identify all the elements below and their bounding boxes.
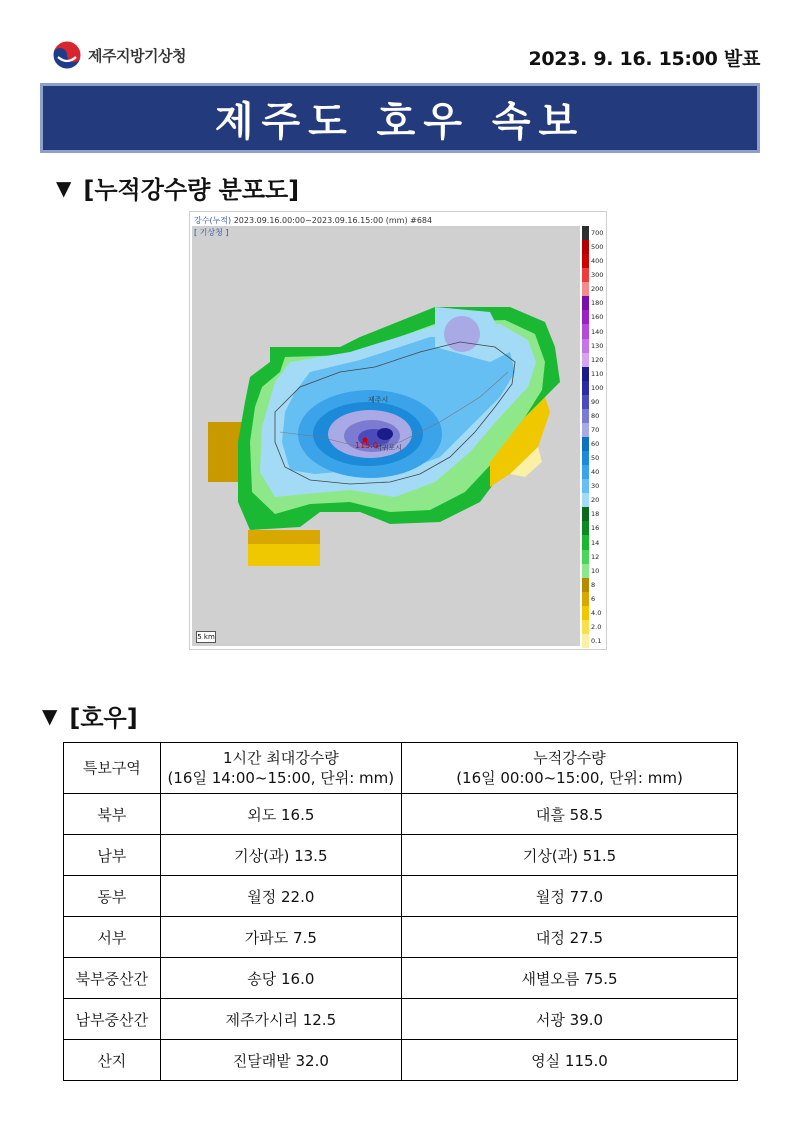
legend-label: 0.1: [591, 636, 602, 645]
cell-hourly-max: 가파도 7.5: [160, 917, 401, 958]
legend-swatch: [582, 268, 589, 283]
map-graphic: [190, 212, 606, 649]
header-accumulated-title: 누적강수량: [533, 749, 606, 767]
org-name: 제주지방기상청: [88, 46, 186, 65]
header-hourly-max-title: 1시간 최대강수량: [222, 749, 339, 767]
issue-time: 2023. 9. 16. 15:00 발표: [528, 48, 760, 70]
page-header: [0, 0, 800, 80]
cell-accumulated: 서광 39.0: [402, 999, 738, 1040]
legend-swatch: [582, 324, 589, 339]
triangle-down-icon: ▼: [56, 175, 72, 200]
legend-swatch: [582, 634, 589, 649]
legend-swatch: [582, 381, 589, 396]
legend-swatch: [582, 535, 589, 550]
table-row: [64, 794, 738, 835]
map-caption-period: 2023.09.16.00:00~2023.09.16.15:00 (mm) #684: [233, 216, 433, 225]
table-row: [64, 958, 738, 999]
legend-swatch: [582, 564, 589, 579]
legend-label: 60: [591, 440, 600, 449]
cell-accumulated: 기상(과) 51.5: [402, 835, 738, 876]
legend-label: 160: [591, 313, 604, 322]
legend-label: 400: [591, 257, 604, 266]
legend-label: 300: [591, 271, 604, 280]
cell-region: 산지: [64, 1040, 161, 1081]
legend-swatch: [582, 521, 589, 536]
legend-swatch: [582, 550, 589, 565]
cell-hourly-max: 외도 16.5: [160, 794, 401, 835]
legend-label: 18: [591, 510, 600, 519]
legend-swatch: [582, 606, 589, 621]
cell-hourly-max: 제주가시리 12.5: [160, 999, 401, 1040]
cell-region: 동부: [64, 876, 161, 917]
legend-swatch: [582, 254, 589, 269]
rain-section-heading: [42, 698, 138, 733]
cell-region: 북부: [64, 794, 161, 835]
triangle-down-icon: ▼: [42, 703, 58, 728]
legend-label: 16: [591, 524, 600, 533]
legend-label: 700: [591, 229, 604, 238]
table-header-row: [64, 743, 738, 794]
legend-label: 4.0: [591, 608, 602, 617]
legend-swatch: [582, 451, 589, 466]
cell-hourly-max: 송당 16.0: [160, 958, 401, 999]
cell-region: 북부중산간: [64, 958, 161, 999]
place-label-north: 제주시: [368, 396, 389, 404]
legend-label: 8: [591, 580, 596, 589]
map-legend: [582, 226, 604, 648]
legend-swatch: [582, 240, 589, 255]
legend-label: 90: [591, 397, 600, 406]
map-scale-bar: 5 km: [197, 633, 215, 641]
legend-swatch: [582, 310, 589, 325]
legend-swatch: [582, 578, 589, 593]
legend-label: 120: [591, 355, 604, 364]
table-row: [64, 999, 738, 1040]
map-section-heading: [56, 170, 299, 205]
cell-region: 서부: [64, 917, 161, 958]
cell-region: 남부중산간: [64, 999, 161, 1040]
legend-swatch: [582, 353, 589, 368]
cell-accumulated: 영실 115.0: [402, 1040, 738, 1081]
table-row: [64, 835, 738, 876]
legend-swatch: [582, 592, 589, 607]
table-row: [64, 876, 738, 917]
legend-swatch: [582, 409, 589, 424]
kma-logo: [52, 40, 186, 70]
legend-label: 180: [591, 299, 604, 308]
table-row: [64, 917, 738, 958]
header-accumulated-period: (16일 00:00~15:00, 단위: mm): [456, 769, 683, 787]
legend-swatch: [582, 479, 589, 494]
page-title: 제주도 호우 속보: [214, 98, 586, 145]
cell-accumulated: 월정 77.0: [402, 876, 738, 917]
cell-hourly-max: 진달래밭 32.0: [160, 1040, 401, 1081]
place-label-south: 서귀포시: [375, 444, 403, 452]
cell-accumulated: 새별오름 75.5: [402, 958, 738, 999]
legend-label: 200: [591, 285, 604, 294]
legend-swatch: [582, 367, 589, 382]
legend-label: 6: [591, 594, 596, 603]
header-hourly-max-period: (16일 14:00~15:00, 단위: mm): [167, 769, 395, 787]
legend-swatch: [582, 620, 589, 635]
rainfall-table: [63, 742, 738, 1081]
cell-accumulated: 대정 27.5: [402, 917, 738, 958]
legend-label: 500: [591, 243, 604, 252]
legend-label: 80: [591, 411, 600, 420]
map-section-title: [누적강수량 분포도]: [83, 176, 300, 204]
legend-label: 100: [591, 383, 604, 392]
legend-label: 130: [591, 341, 604, 350]
taegeuk-logo-icon: [52, 40, 82, 70]
map-caption-type: 강수(누적): [194, 216, 232, 225]
legend-label: 140: [591, 327, 604, 336]
cell-accumulated: 대흘 58.5: [402, 794, 738, 835]
legend-swatch: [582, 395, 589, 410]
max-rain-label: 115.0: [355, 441, 378, 450]
header-accumulated: [402, 743, 738, 794]
cell-region: 남부: [64, 835, 161, 876]
legend-label: 40: [591, 468, 600, 477]
legend-label: 30: [591, 482, 600, 491]
map-caption: [194, 215, 432, 226]
legend-swatch: [582, 339, 589, 354]
cell-hourly-max: 월정 22.0: [160, 876, 401, 917]
header-region: 특보구역: [64, 743, 161, 794]
legend-swatch: [582, 437, 589, 452]
map-org-label: [ 기상청 ]: [194, 228, 229, 237]
rain-section-title: [호우]: [69, 704, 138, 732]
legend-swatch: [582, 507, 589, 522]
legend-swatch: [582, 465, 589, 480]
table-row: [64, 1040, 738, 1081]
legend-label: 10: [591, 566, 600, 575]
title-banner: [40, 83, 760, 153]
header-hourly-max: [160, 743, 401, 794]
legend-swatch: [582, 493, 589, 508]
legend-swatch: [582, 423, 589, 438]
legend-label: 70: [591, 425, 600, 434]
legend-swatch: [582, 226, 589, 241]
cell-hourly-max: 기상(과) 13.5: [160, 835, 401, 876]
rainfall-distribution-map: [189, 211, 607, 650]
legend-swatch: [582, 282, 589, 297]
legend-label: 110: [591, 369, 604, 378]
legend-label: 14: [591, 538, 600, 547]
legend-label: 12: [591, 552, 600, 561]
legend-swatch: [582, 296, 589, 311]
legend-label: 2.0: [591, 622, 602, 631]
legend-label: 50: [591, 454, 600, 463]
legend-label: 20: [591, 496, 600, 505]
